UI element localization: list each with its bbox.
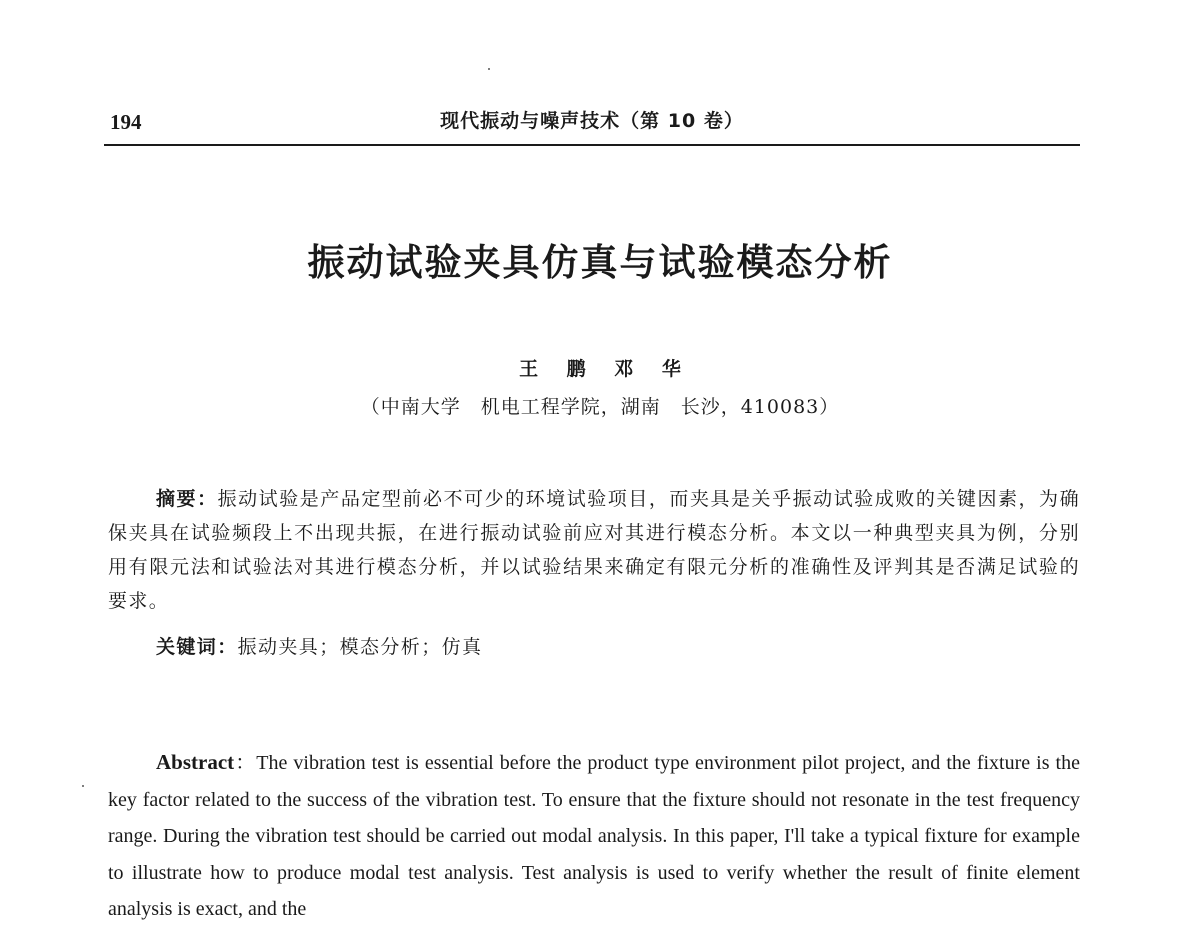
authors: 王 鹏 邓 华 [519, 358, 681, 380]
journal-title: 现代振动与噪声技术（第 10 卷） [440, 110, 744, 132]
abstract-english [108, 744, 1080, 928]
keywords [156, 632, 482, 659]
abstract-chinese [108, 482, 1080, 618]
scan-speck [488, 68, 490, 70]
abstract-chinese-label: 摘要： [156, 488, 218, 510]
page-header [104, 104, 1080, 146]
keywords-text: 振动夹具；模态分析；仿真 [237, 636, 483, 658]
keywords-label: 关键词： [156, 636, 238, 658]
abstract-chinese-text: 振动试验是产品定型前必不可少的环境试验项目，而夹具是关乎振动试验成败的关键因素，为确保夹具在试验频段上不出现共振，在进行振动试验前应对其进行模态分析。本文以一种典型夹具为例，分别用有限元法和试验法对其进行模态分析，并以试验结果来确定有限元分析的准确性及评判其是否满足试验的要求。 [108, 488, 1080, 612]
affiliation: （中南大学 机电工程学院，湖南 长沙，410083） [360, 396, 840, 418]
abstract-english-separator: ： [234, 752, 257, 774]
paper-title: 振动试验夹具仿真与试验模态分析 [307, 240, 893, 284]
scan-speck [82, 785, 84, 787]
abstract-english-text: The vibration test is essential before the product type environment pilot project, and the fixture is the key factor related to the success of the vibration test. To ensure that the fixture should not resonate in the test frequency range. During the vibration test should be carried out modal analysis. In this paper, I'll take a typical fixture for example to illustrate how to produce modal test analysis. Test analysis is used to verify whether the result of finite element analysis is exact, and the [108, 752, 1080, 920]
page-number: 194 [110, 110, 142, 134]
abstract-english-label: Abstract [156, 750, 235, 774]
